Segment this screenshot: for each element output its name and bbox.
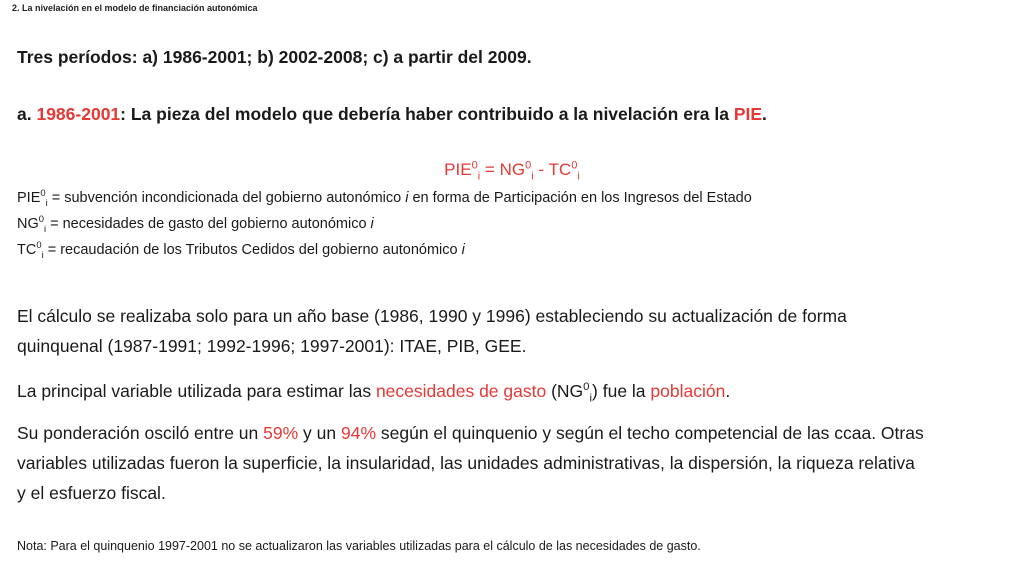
paragraph-main-variable: La principal variable utilizada para estimar las necesidades de gasto $(NG^0_i)$ fue la población.: [17, 381, 731, 405]
paragraph-line: El cálculo se realizaba solo para un año base (1986, 1990 y 1996) estableciendo su actualización de forma: [17, 306, 847, 326]
definition-tc: $TC^0_i$ = recaudación de los Tributos Cedidos del gobierno autonómico i: [17, 239, 465, 260]
formula-ng: NG: [499, 160, 526, 179]
highlight-poblacion: población: [650, 381, 726, 401]
definition-pie: $PIE^0_i$ = subvención incondicionada del gobierno autonómico i en forma de Participación en los Ingresos del Estado: [17, 187, 752, 208]
slide-title: Tres períodos: a) 1986-2001; b) 2002-2008; c) a partir del 2009.: [17, 47, 532, 67]
highlight-94: 94%: [340, 423, 377, 443]
point-a-text: : La pieza del modelo que debería haber contribuido a la nivelación era la: [120, 104, 734, 124]
paragraph-weighting: [17, 418, 924, 508]
footnote: Nota: Para el quinquenio 1997-2001 no se actualizaron las variables utilizadas para el cálculo de las necesidades de gasto.: [17, 539, 701, 553]
highlight-necesidades: necesidades de gasto: [375, 381, 547, 401]
paragraph-base-year: [17, 301, 847, 361]
paragraph-line: Su ponderación osciló entre un 59% y un 94% según el quinquenio y según el techo competencial de las ccaa. Otras: [17, 423, 924, 443]
point-a: [17, 104, 767, 125]
point-a-period: 1986-2001: [36, 104, 121, 124]
point-a-end: .: [762, 104, 767, 124]
paragraph-line: quinquenal (1987-1991; 1992-1996; 1997-2001): ITAE, PIB, GEE.: [17, 336, 527, 356]
formula-tc: TC: [548, 160, 572, 179]
slide-header: 2. La nivelación en el modelo de financiación autonómica: [12, 3, 258, 13]
point-a-prefix: a.: [17, 104, 37, 124]
highlight-59: 59%: [263, 423, 299, 443]
pie-formula: $PIE^0_i = NG^0_i - TC^0_i$: [444, 159, 580, 183]
paragraph-line: y el esfuerzo fiscal.: [17, 483, 166, 503]
paragraph-line: variables utilizadas fueron la superficie, la insularidad, las unidades administrativas, la dispersión, la riqueza relativa: [17, 453, 915, 473]
definition-ng: $NG^0_i$ = necesidades de gasto del gobierno autonómico i: [17, 213, 374, 234]
point-a-term: PIE: [733, 104, 763, 124]
formula-pie: PIE: [444, 160, 472, 179]
